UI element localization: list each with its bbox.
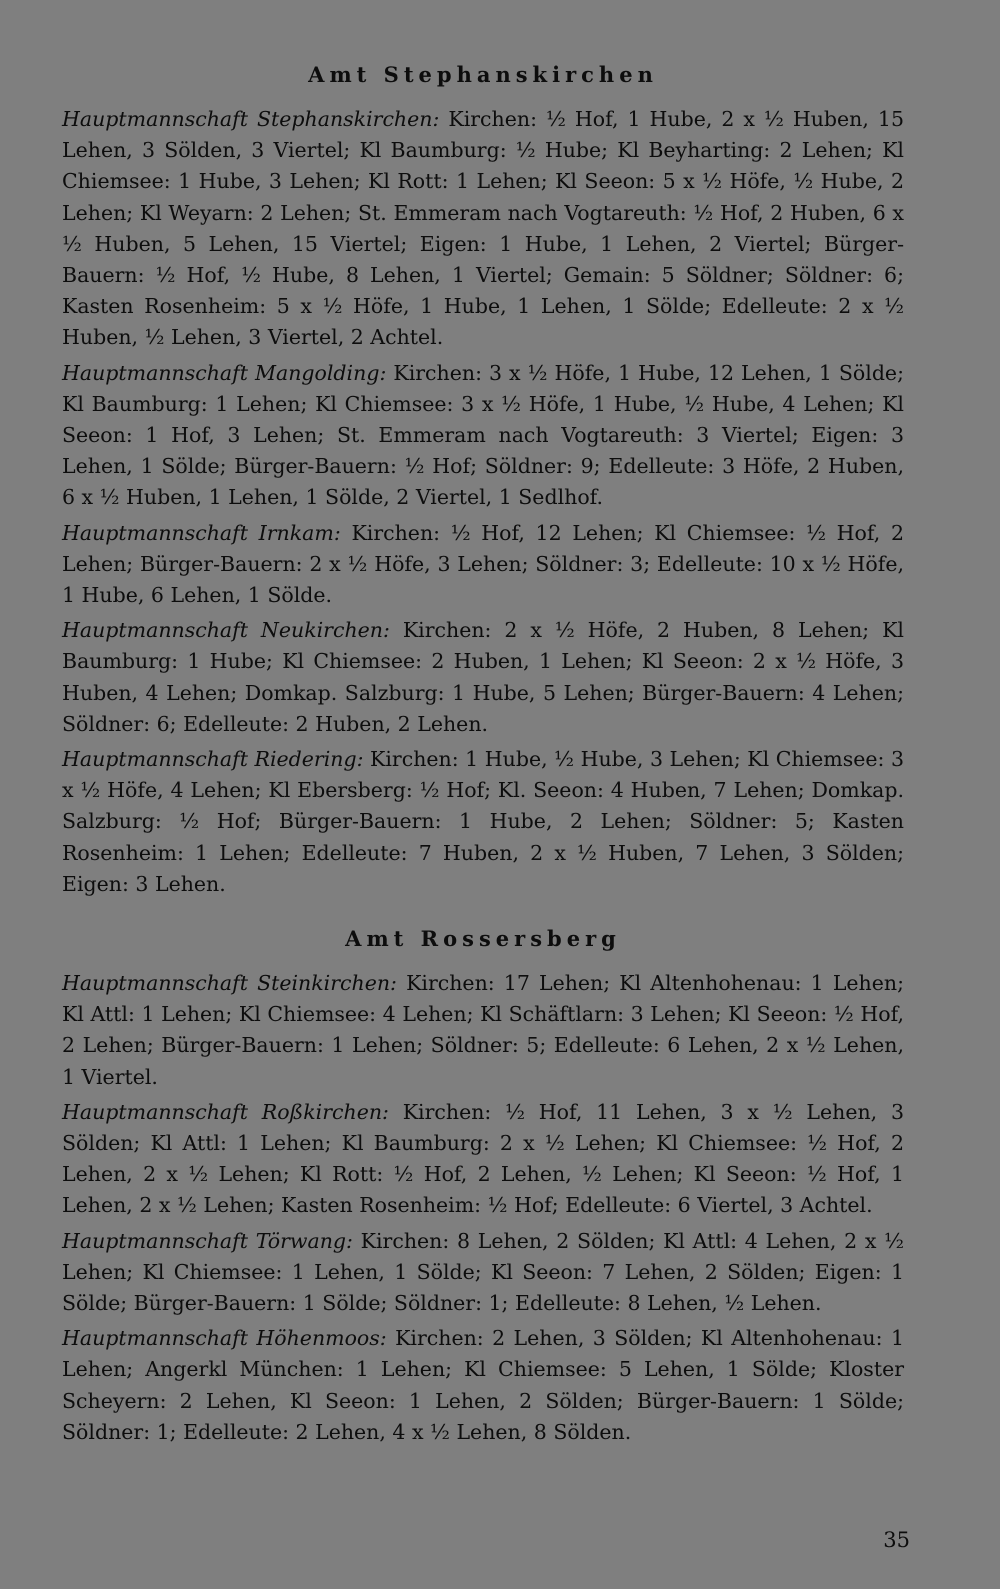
entry-name: Hauptmannschaft Stephanskirchen:: [62, 107, 440, 131]
entry-name: Hauptmannschaft Höhenmoos:: [62, 1326, 387, 1351]
section-body-rossersberg: [62, 968, 904, 1452]
entry-paragraph: [62, 968, 904, 1093]
entry-paragraph: [62, 358, 904, 514]
entry-paragraph: [62, 518, 904, 612]
entry-paragraph: [62, 1097, 904, 1222]
entry-paragraph: [62, 615, 904, 740]
section-body-stephanskirchen: [62, 104, 904, 904]
entry-text: Kirchen: ½ Hof, 12 Lehen; Kl Chiemsee: ½ Hof, 2 Lehen; Bürger-Bauern: 2 x ½ Höfe, 3 Lehen; Söldner: 3; Edelleute: 10 x ½ Höfe, 1 Hube, 6 Lehen, 1 Sölde.: [62, 520, 904, 608]
entry-text: Kirchen: 17 Lehen; Kl Altenhohenau: 1 Lehen; Kl Attl: 1 Lehen; Kl Chiemsee: 4 Lehen; Kl Schäftlarn: 3 Lehen; Kl Seeon: ½ Hof, 2 Lehen; Bürger-Bauern: 1 Lehen; Söldner: 5; Edelleute: 6 Lehen, 2 x ½ Lehen, 1 Viertel.: [62, 971, 905, 1089]
entry-paragraph: [62, 744, 904, 900]
entry-name: Hauptmannschaft Mangolding:: [62, 360, 387, 385]
entry-paragraph: [62, 1226, 904, 1320]
entry-name: Hauptmannschaft Törwang:: [62, 1228, 353, 1253]
entry-name: Hauptmannschaft Steinkirchen:: [62, 971, 397, 995]
entry-paragraph: [62, 104, 904, 354]
entry-text: Kirchen: 2 Lehen, 3 Sölden; Kl Altenhohenau: 1 Lehen; Angerkl München: 1 Lehen; Kl Chiemsee: 5 Lehen, 1 Sölde; Kloster Scheyern: 2 Lehen, Kl Seeon: 1 Lehen, 2 Sölden; Bürger-Bauern: 1 Sölde; Söldner: 1; Edelleute: 2 Lehen, 4 x ½ Lehen, 8 Sölden.: [62, 1326, 904, 1444]
entry-text: Kirchen: 8 Lehen, 2 Sölden; Kl Attl: 4 Lehen, 2 x ½ Lehen; Kl Chiemsee: 1 Lehen, 1 Sölde; Kl Seeon: 7 Lehen, 2 Sölden; Eigen: 1 Sölde; Bürger-Bauern: 1 Sölde; Söldner: 1; Edelleute: 8 Lehen, ½ Lehen.: [62, 1228, 904, 1316]
entry-name: Hauptmannschaft Riedering:: [62, 747, 364, 772]
entry-name: Hauptmannschaft Roßkirchen:: [62, 1099, 389, 1124]
entry-text: Kirchen: 3 x ½ Höfe, 1 Hube, 12 Lehen, 1 Sölde; Kl Baumburg: 1 Lehen; Kl Chiemsee: 3 x ½ Höfe, 1 Hube, ½ Hube, 4 Lehen; Kl Seeon: 1 Hof, 3 Lehen; St. Emmeram nach Vogtareuth: 3 Viertel; Eigen: 3 Lehen, 1 Sölde; Bürger-Bauern: ½ Hof; Söldner: 9; Edelleute: 3 Höfe, 2 Huben, 6 x ½ Huben, 1 Lehen, 1 Sölde, 2 Viertel, 1 Sedlhof.: [62, 360, 904, 510]
section-amt-stephanskirchen: [62, 60, 904, 90]
entry-paragraph: [62, 1323, 904, 1448]
entry-name: Hauptmannschaft Irnkam:: [62, 520, 341, 545]
entry-text: Kirchen: ½ Hof, 1 Hube, 2 x ½ Huben, 15 Lehen, 3 Sölden, 3 Viertel; Kl Baumburg: ½ Hube; Kl Beyharting: 2 Lehen; Kl Chiemsee: 1 Hube, 3 Lehen; Kl Rott: 1 Lehen; Kl Seeon: 5 x ½ Höfe, ½ Hube, 2 Lehen; Kl Weyarn: 2 Lehen; St. Emmeram nach Vogtareuth: ½ Hof, 2 Huben, 6 x ½ Huben, 5 Lehen, 15 Viertel; Eigen: 1 Hube, 1 Lehen, 2 Viertel; Bürger-Bauern: ½ Hof, ½ Hube, 8 Lehen, 1 Viertel; Gemain: 5 Söldner; Söldner: 6; Kasten Rosenheim: 5 x ½ Höfe, 1 Hube, 1 Lehen, 1 Sölde; Edelleute: 2 x ½ Huben, ½ Lehen, 3 Viertel, 2 Achtel.: [62, 107, 904, 350]
section-heading: Amt Rossersberg: [345, 926, 621, 951]
section-heading: Amt Stephanskirchen: [308, 62, 658, 87]
section-amt-rossersberg: [62, 924, 904, 954]
entry-text: Kirchen: 2 x ½ Höfe, 2 Huben, 8 Lehen; Kl Baumburg: 1 Hube; Kl Chiemsee: 2 Huben, 1 Lehen; Kl Seeon: 2 x ½ Höfe, 3 Huben, 4 Lehen; Domkap. Salzburg: 1 Hube, 5 Lehen; Bürger-Bauern: 4 Lehen; Söldner: 6; Edelleute: 2 Huben, 2 Lehen.: [62, 618, 904, 736]
entry-name: Hauptmannschaft Neukirchen:: [62, 618, 390, 643]
entry-text: Kirchen: ½ Hof, 11 Lehen, 3 x ½ Lehen, 3 Sölden; Kl Attl: 1 Lehen; Kl Baumburg: 2 x ½ Lehen; Kl Chiemsee: ½ Hof, 2 Lehen, 2 x ½ Lehen; Kl Rott: ½ Hof, 2 Lehen, ½ Lehen; Kl Seeon: ½ Hof, 1 Lehen, 2 x ½ Lehen; Kasten Rosenheim: ½ Hof; Edelleute: 6 Viertel, 3 Achtel.: [62, 1099, 904, 1218]
page-number: 35: [883, 1528, 910, 1552]
entry-text: Kirchen: 1 Hube, ½ Hube, 3 Lehen; Kl Chiemsee: 3 x ½ Höfe, 4 Lehen; Kl Ebersberg: ½ Hof; Kl. Seeon: 4 Huben, 7 Lehen; Domkap. Salzburg: ½ Hof; Bürger-Bauern: 1 Hube, 2 Lehen; Söldner: 5; Kasten Rosenheim: 1 Lehen; Edelleute: 7 Huben, 2 x ½ Huben, 7 Lehen, 3 Sölden; Eigen: 3 Lehen.: [62, 747, 904, 896]
